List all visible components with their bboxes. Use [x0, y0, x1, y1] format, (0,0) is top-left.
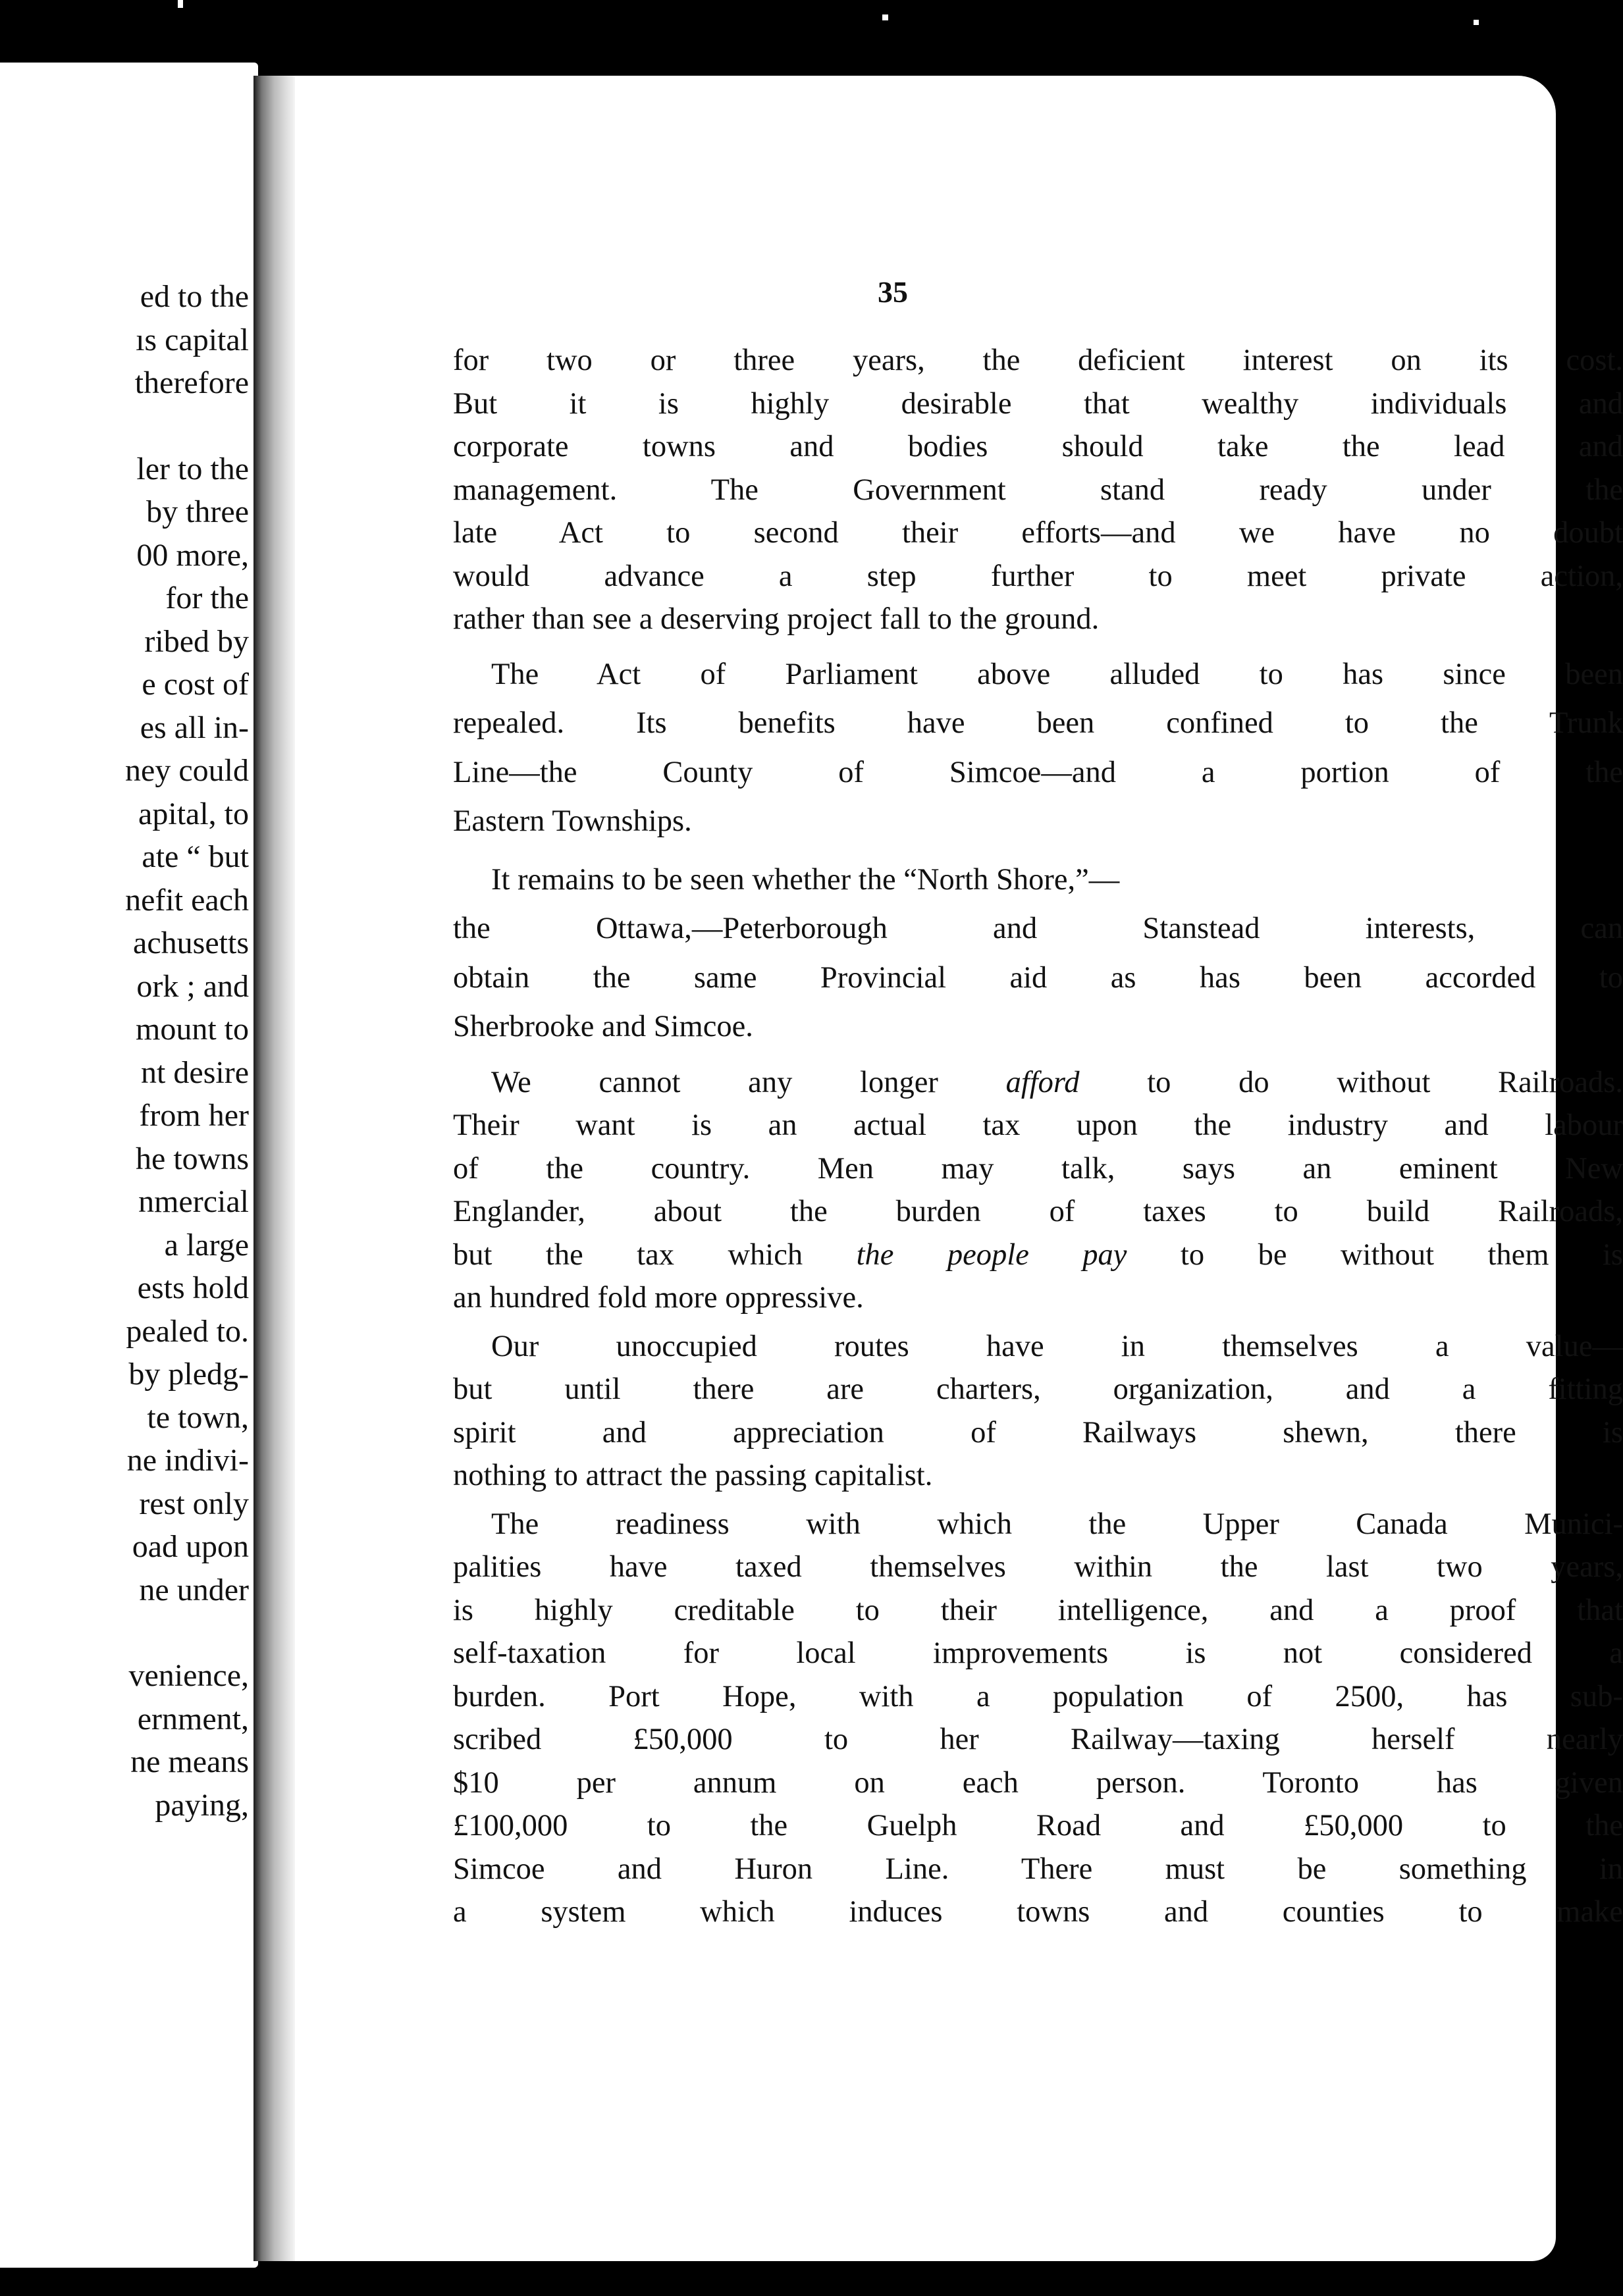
- left-page-line: ate “ but: [142, 839, 249, 874]
- scan-speck: [1474, 20, 1479, 25]
- paragraph-4: [453, 1061, 1623, 1320]
- text-line: The readiness with which the Upper Canada Munici-: [491, 1507, 1623, 1541]
- text-line: scribed £50,000 to her Railway—taxing herself nearly: [453, 1723, 1623, 1756]
- text-line: Sherbrooke and Simcoe.: [453, 1010, 753, 1043]
- text-line: a system which induces towns and counties to make: [453, 1895, 1623, 1929]
- left-page-line: ne indivi-: [126, 1443, 249, 1478]
- text-line: for two or three years, the deficient interest on its cost.: [453, 344, 1623, 377]
- left-page-line: te town,: [147, 1399, 249, 1435]
- left-page-line: ne under: [139, 1572, 249, 1607]
- text-line: management. The Government stand ready under the: [453, 473, 1623, 507]
- left-page-line: nmercial: [138, 1184, 249, 1219]
- left-page-line: ler to the: [136, 451, 249, 486]
- left-page-line: therefore: [134, 365, 249, 400]
- text-line: obtain the same Provincial aid as has been accorded to: [453, 960, 1623, 995]
- left-page-line: pealed to.: [126, 1313, 249, 1349]
- left-page-line: by three: [146, 494, 249, 529]
- left-page-line: nefit each: [125, 882, 249, 918]
- text-line: [453, 1061, 1623, 1105]
- text-line: corporate towns and bodies should take the lead and: [453, 430, 1623, 463]
- text-line: $10 per annum on each person. Toronto has given: [453, 1765, 1623, 1800]
- text-line: spirit and appreciation of Railways shewn, there is: [453, 1415, 1623, 1449]
- text-line: Eastern Townships.: [453, 804, 692, 838]
- text-line: It remains to be seen whether the “North Shore,”—: [491, 862, 1120, 897]
- book-gutter: [253, 76, 300, 2261]
- text-line: Line—the County of Simcoe—and a portion of the: [453, 755, 1623, 789]
- left-page-line: ernment,: [137, 1701, 249, 1736]
- text-segment: but the tax which the people pay to be without them is: [453, 1238, 1623, 1272]
- text-line: would advance a step further to meet private action,: [453, 559, 1623, 593]
- paragraph-2: [453, 650, 1623, 847]
- text-line: but until there are charters, organization, and a fitting: [453, 1372, 1623, 1406]
- right-page: [295, 76, 1623, 2261]
- left-page-line: by pledg-: [128, 1357, 249, 1392]
- paragraph-6: [453, 1503, 1623, 1934]
- left-page-line: paying,: [155, 1787, 249, 1823]
- scan-speck: [178, 0, 183, 8]
- text-line: [453, 1234, 1623, 1277]
- text-line: nothing to attract the passing capitalist.: [453, 1459, 933, 1492]
- text-line: palities have taxed themselves within the last two years,: [453, 1550, 1623, 1584]
- text-line: rather than see a deserving project fall to the ground.: [453, 602, 1100, 636]
- text-line: Simcoe and Huron Line. There must be something in: [453, 1852, 1623, 1886]
- left-page-line: from her: [139, 1098, 249, 1133]
- left-page-line: venience,: [128, 1658, 249, 1693]
- paragraph-3: [453, 856, 1623, 1052]
- left-page-line: ıs capital: [136, 322, 249, 357]
- text-line: the Ottawa,—Peterborough and Stanstead interests, can: [453, 912, 1623, 945]
- left-page-line: ed to the: [140, 279, 249, 314]
- text-line: repealed. Its benefits have been confined to the Trunk: [453, 706, 1623, 740]
- text-line: Our unoccupied routes have in themselves a value—: [491, 1329, 1623, 1363]
- left-page-line: apital, to: [138, 796, 249, 831]
- left-page-line: ork ; and: [136, 968, 249, 1004]
- text-line: late Act to second their efforts—and we have no doubt: [453, 516, 1623, 550]
- left-page-line: for the: [165, 581, 249, 615]
- left-page-line: ribed by: [144, 623, 249, 659]
- left-page-line: oad upon: [132, 1529, 249, 1564]
- left-page-line: a large: [164, 1227, 249, 1263]
- left-page: [0, 63, 258, 2268]
- text-segment: We cannot any longer afford to do without Railroads.: [491, 1065, 1623, 1099]
- left-page-line: he towns: [136, 1141, 249, 1176]
- left-page-line: achusetts: [133, 926, 249, 960]
- text-line: £100,000 to the Guelph Road and £50,000 to the: [453, 1809, 1623, 1842]
- left-page-line: ney could: [125, 753, 249, 788]
- left-page-line: ne means: [130, 1744, 249, 1779]
- text-line: self-taxation for local improvements is not considered a: [453, 1636, 1623, 1670]
- paragraph-5: [453, 1325, 1623, 1498]
- text-line: But it is highly desirable that wealthy individuals and: [453, 386, 1623, 421]
- body-text: [453, 339, 1623, 1934]
- page-number: 35: [878, 275, 908, 309]
- left-page-line: rest only: [139, 1486, 249, 1521]
- text-line: Their want is an actual tax upon the industry and labour: [453, 1109, 1623, 1142]
- text-line: of the country. Men may talk, says an eminent New: [453, 1151, 1623, 1186]
- text-line: Englander, about the burden of taxes to build Railroads,: [453, 1195, 1623, 1228]
- text-line: is highly creditable to their intelligence, and a proof that: [453, 1593, 1623, 1627]
- text-line: The Act of Parliament above alluded to has since been: [491, 657, 1623, 691]
- left-page-line: e cost of: [142, 667, 249, 702]
- left-page-line: es all in-: [140, 710, 249, 745]
- left-page-line: nt desire: [141, 1055, 249, 1090]
- left-page-line: 00 more,: [136, 537, 249, 573]
- text-line: an hundred fold more oppressive.: [453, 1281, 864, 1315]
- paragraph-1: [453, 339, 1623, 641]
- scan-speck: [882, 14, 888, 20]
- text-line: burden. Port Hope, with a population of 2500, has sub-: [453, 1679, 1623, 1713]
- left-page-line: mount to: [135, 1012, 249, 1047]
- left-page-line: ests hold: [137, 1270, 249, 1305]
